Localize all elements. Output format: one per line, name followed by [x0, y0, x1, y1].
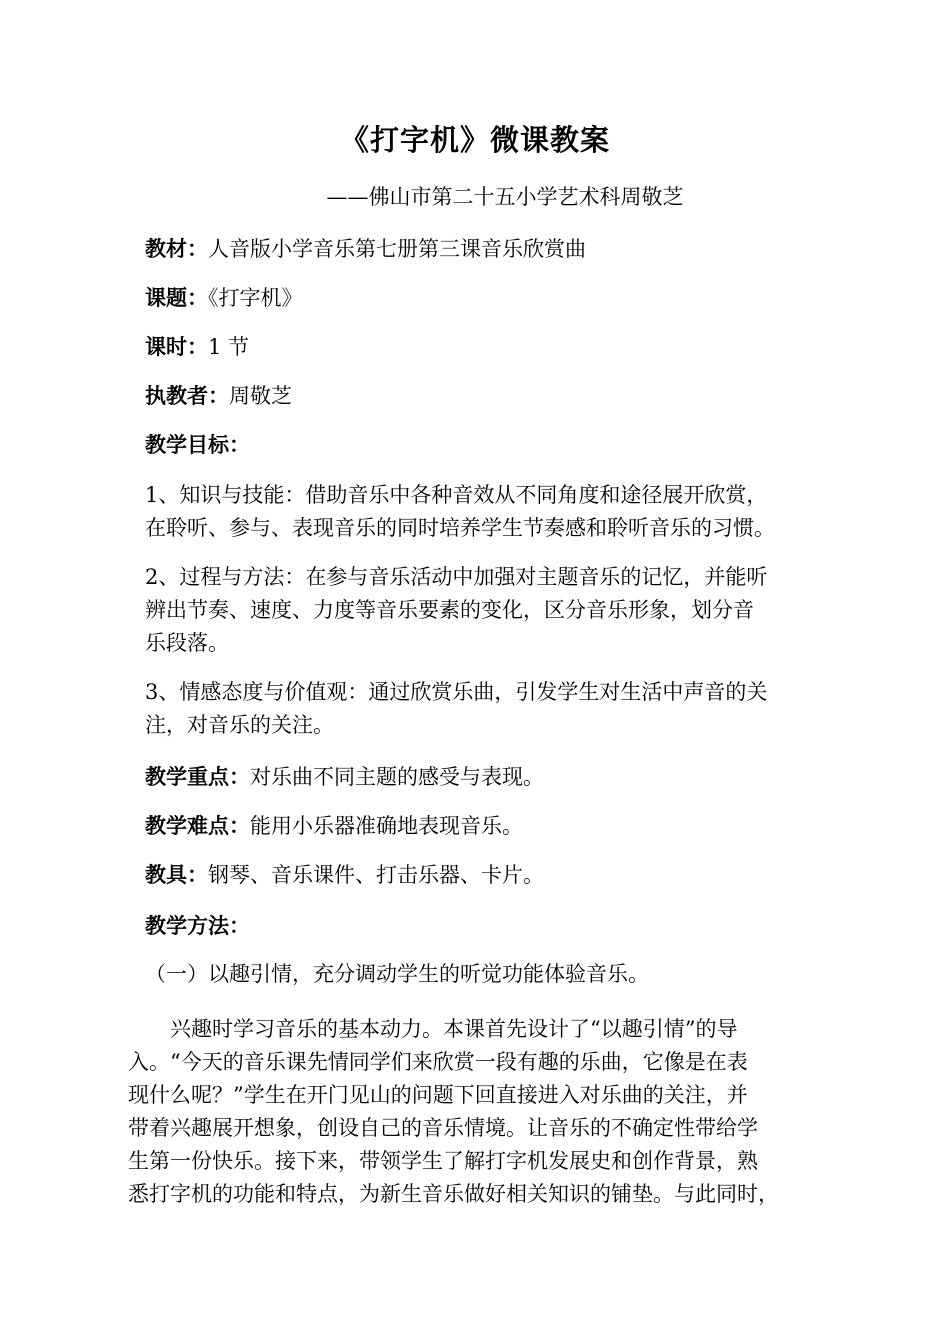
goal-item-3	[145, 676, 817, 742]
field-label: 课时：	[145, 334, 208, 359]
field-value: 《打字机》	[208, 286, 303, 310]
field-label: 教材：	[145, 236, 208, 261]
body-paragraph	[128, 1013, 818, 1211]
body-line: 兴趣时学习音乐的基本动力。本课首先设计了“以趣引情”的导	[128, 1017, 738, 1041]
goal-line: 乐段落。	[145, 631, 229, 655]
field-period	[145, 330, 815, 364]
field-label: 教学难点：	[145, 813, 250, 838]
field-label: 执教者：	[145, 383, 229, 408]
field-goals-heading	[145, 428, 815, 462]
goal-item-1	[145, 479, 817, 545]
field-textbook	[145, 232, 815, 266]
goal-line: 1、知识与技能：借助音乐中各种音效从不同角度和途径展开欣赏，	[145, 483, 768, 507]
body-line: 现什么呢？”学生在开门见山的问题下回直接进入对乐曲的关注，并	[128, 1083, 748, 1107]
goal-line: 在聆听、参与、表现音乐的同时培养学生节奏感和聆听音乐的习惯。	[145, 516, 775, 540]
field-value: 周敬芝	[229, 384, 292, 408]
goal-line: 2、过程与方法：在参与音乐活动中加强对主题音乐的记忆，并能听	[145, 565, 768, 589]
field-teacher	[145, 379, 815, 413]
method-item: （一）以趣引情，充分调动学生的听觉功能体验音乐。	[145, 962, 649, 986]
field-label: 教学重点：	[145, 764, 250, 789]
field-difficulty	[145, 809, 815, 843]
document-title: 《打字机》微课教案	[339, 123, 610, 157]
field-methods-heading	[145, 909, 815, 943]
field-value: 能用小乐器准确地表现音乐。	[250, 814, 523, 838]
goal-line: 3、情感态度与价值观：通过欣赏乐曲，引发学生对生活中声音的关	[145, 680, 768, 704]
field-label: 课题：	[145, 285, 208, 310]
body-line: 入。“今天的音乐课先情同学们来欣赏一段有趣的乐曲，它像是在表	[128, 1050, 748, 1074]
field-key-point	[145, 760, 815, 794]
goal-line: 注，对音乐的关注。	[145, 713, 334, 737]
body-line: 生第一份快乐。接下来，带领学生了解打字机发展史和创作背景，熟	[128, 1149, 758, 1173]
field-value: 人音版小学音乐第七册第三课音乐欣赏曲	[208, 237, 586, 261]
field-label: 教学目标：	[145, 432, 250, 457]
body-line: 悉打字机的功能和特点，为新生音乐做好相关知识的铺垫。与此同时，	[128, 1182, 779, 1206]
goal-line: 辨出节奏、速度、力度等音乐要素的变化，区分音乐形象，划分音	[145, 598, 754, 622]
field-label: 教具：	[145, 862, 208, 887]
field-teaching-aids	[145, 858, 815, 892]
document-subtitle: ——佛山市第二十五小学艺术科周敬芝	[326, 185, 684, 209]
field-value: 对乐曲不同主题的感受与表现。	[250, 765, 544, 789]
field-label: 教学方法：	[145, 913, 250, 938]
field-topic	[145, 281, 815, 315]
field-value: 钢琴、音乐课件、打击乐器、卡片。	[208, 863, 544, 887]
body-line: 带着兴趣展开想象，创设自己的音乐情境。让音乐的不确定性带给学	[128, 1116, 758, 1140]
field-value: 1 节	[208, 335, 250, 359]
goal-item-2	[145, 561, 817, 660]
